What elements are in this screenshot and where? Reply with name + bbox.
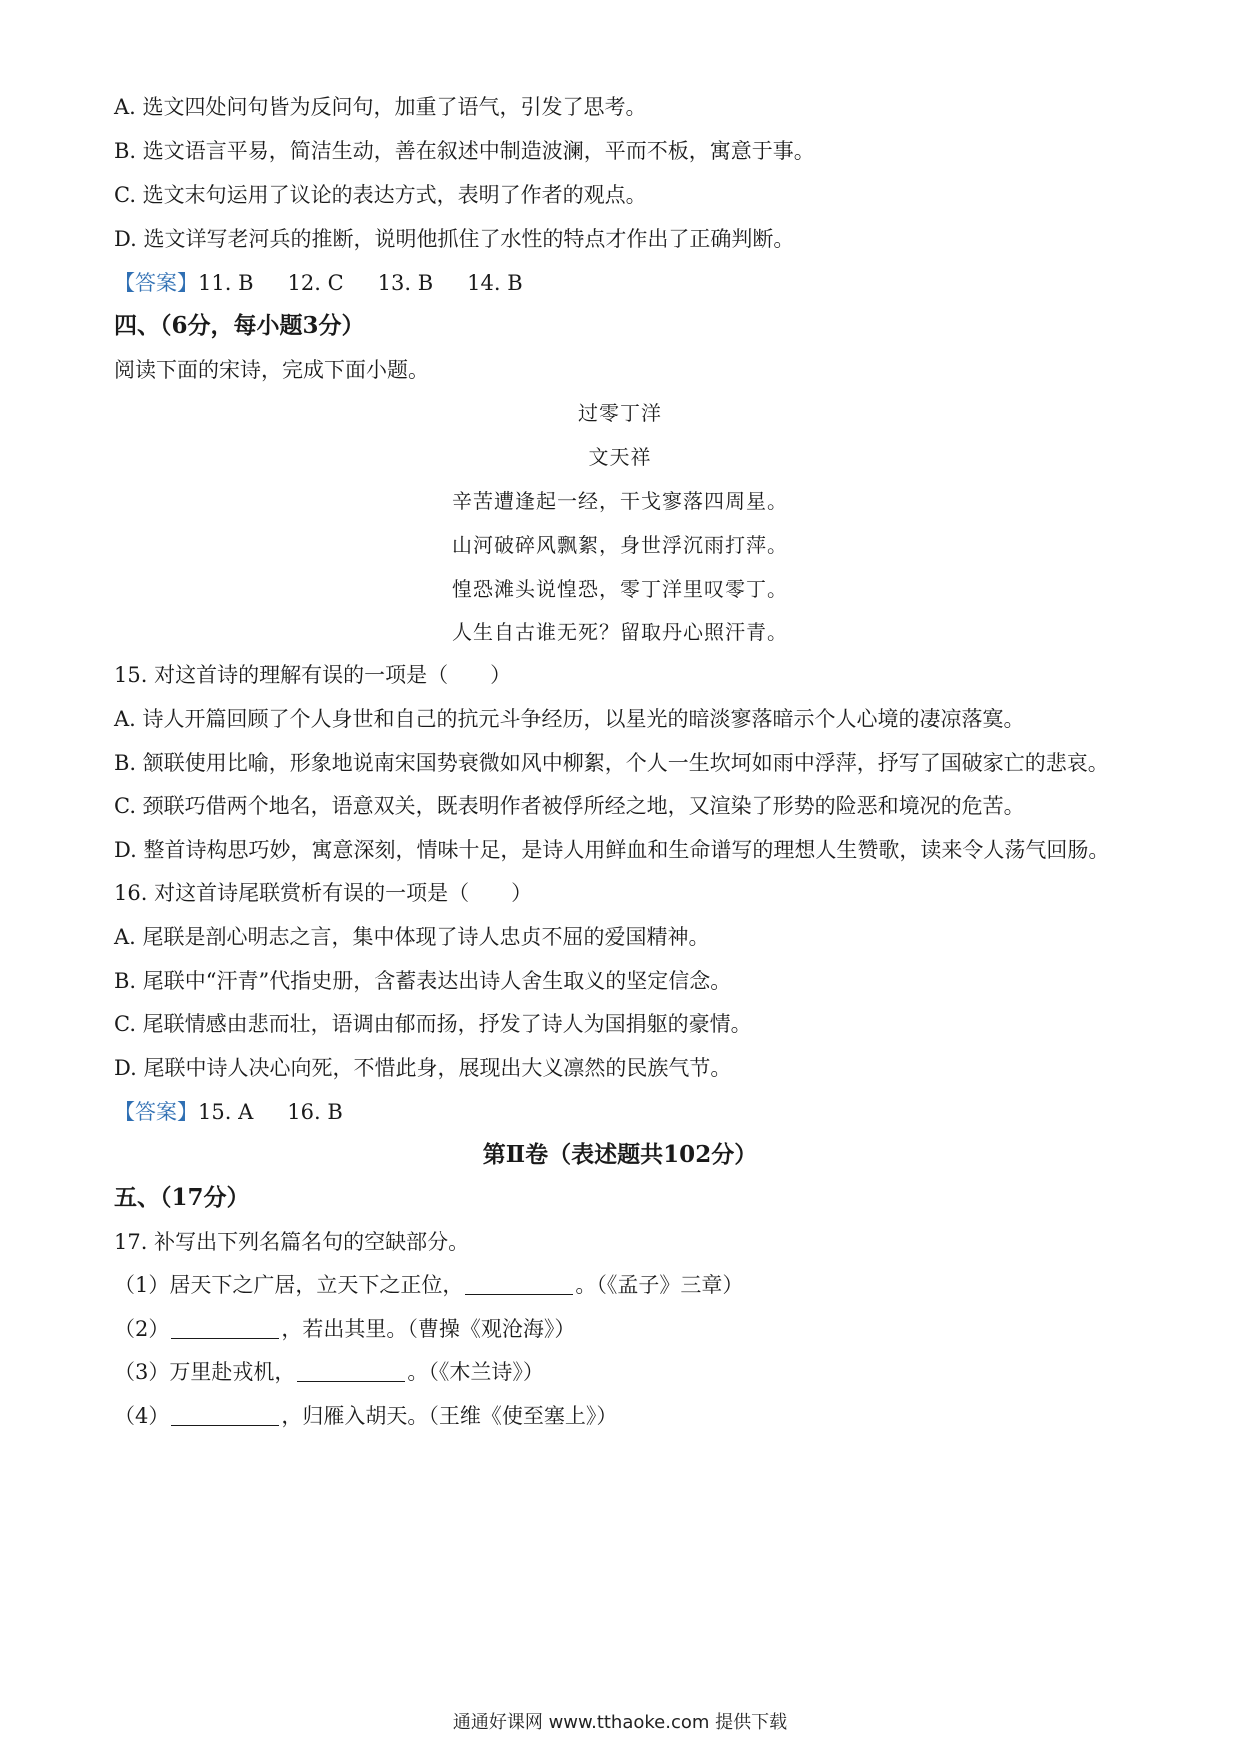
section-heading: 五、（17分）: [114, 1184, 250, 1211]
poem-line: 山河破碎风飘絮，身世浮沉雨打萍。: [452, 533, 788, 557]
option-a: A. 尾联是剖心明志之言，集中体现了诗人忠贞不屈的爱国精神。: [114, 925, 710, 949]
fill-text: （3）万里赴戎机，: [114, 1360, 296, 1384]
option-b: B. 选文语言平易，简洁生动，善在叙述中制造波澜，平而不板，寓意于事。: [114, 139, 815, 163]
fill-item: [114, 1357, 544, 1387]
section-heading: 四、（6分，每小题3分）: [114, 312, 365, 339]
option-c: C. 颈联巧借两个地名，语意双关，既表明作者被俘所经之地，又渲染了形势的险恶和境况的危苦。: [114, 794, 1025, 818]
question-stem: 17. 补写出下列名篇名句的空缺部分。: [114, 1230, 470, 1254]
answer-tag: 【答案】: [114, 271, 198, 295]
option-a: A. 选文四处问句皆为反问句，加重了语气，引发了思考。: [114, 95, 647, 119]
option-a: A. 诗人开篇回顾了个人身世和自己的抗元斗争经历，以星光的暗淡寥落暗示个人心境的凄凉落寞。: [114, 707, 1025, 731]
option-b: B. 颔联使用比喻，形象地说南宋国势衰微如风中柳絮，个人一生坎坷如雨中浮萍，抒写了国破家亡的悲哀。: [114, 751, 1109, 775]
answer-line: [114, 1097, 343, 1127]
page-footer: 通通好课网 www.tthaoke.com 提供下载: [452, 1712, 788, 1733]
fill-blank: [297, 1361, 405, 1382]
option-d: D. 整首诗构思巧妙，寓意深刻，情味十足，是诗人用鲜血和生命谱写的理想人生赞歌，读来令人荡气回肠。: [114, 838, 1110, 862]
fill-blank: [171, 1318, 279, 1339]
fill-text: （2）: [114, 1317, 170, 1341]
answer-item: 13. B: [377, 271, 434, 295]
poem-line: 辛苦遭逢起一经，干戈寥落四周星。: [452, 489, 788, 513]
poem-author: 文天祥: [588, 445, 652, 469]
option-d: D. 选文详写老河兵的推断，说明他抓住了水性的特点才作出了正确判断。: [114, 227, 795, 251]
fill-text: ，归雁入胡天。（王维《使至塞上》）: [281, 1404, 618, 1428]
question-stem: 15. 对这首诗的理解有误的一项是（ ）: [114, 663, 512, 687]
answer-item: 11. B: [198, 271, 254, 295]
fill-text: （4）: [114, 1404, 170, 1428]
poem-line: 人生自古谁无死？留取丹心照汗青。: [452, 620, 788, 644]
fill-text: ，若出其里。（曹操《观沧海》）: [281, 1317, 576, 1341]
fill-text: （1）居天下之广居，立天下之正位，: [114, 1273, 464, 1297]
poem-title: 过零丁洋: [578, 401, 662, 425]
fill-text: 。（《孟子》三章）: [575, 1273, 744, 1297]
poem-line: 惶恐滩头说惶恐，零丁洋里叹零丁。: [452, 577, 788, 601]
answer-item: 16. B: [287, 1100, 343, 1124]
answer-line: [114, 268, 523, 298]
option-c: C. 选文末句运用了议论的表达方式，表明了作者的观点。: [114, 183, 647, 207]
fill-item: [114, 1270, 743, 1300]
part-title: 第Ⅱ卷（表述题共102分）: [482, 1141, 758, 1168]
option-b: B. 尾联中“汗青”代指史册，含蓄表达出诗人舍生取义的坚定信念。: [114, 969, 732, 993]
fill-item: [114, 1401, 617, 1431]
answer-item: 15. A: [198, 1100, 254, 1124]
fill-blank: [465, 1274, 573, 1295]
option-d: D. 尾联中诗人决心向死，不惜此身，展现出大义凛然的民族气节。: [114, 1056, 732, 1080]
question-stem: 16. 对这首诗尾联赏析有误的一项是（ ）: [114, 881, 533, 905]
option-c: C. 尾联情感由悲而壮，语调由郁而扬，抒发了诗人为国捐躯的豪情。: [114, 1012, 752, 1036]
fill-text: 。（《木兰诗》）: [407, 1360, 544, 1384]
fill-item: [114, 1314, 575, 1344]
answer-item: 14. B: [467, 271, 523, 295]
answer-tag: 【答案】: [114, 1100, 198, 1124]
answer-item: 12. C: [287, 271, 344, 295]
section-intro: 阅读下面的宋诗，完成下面小题。: [114, 358, 429, 382]
fill-blank: [171, 1405, 279, 1426]
